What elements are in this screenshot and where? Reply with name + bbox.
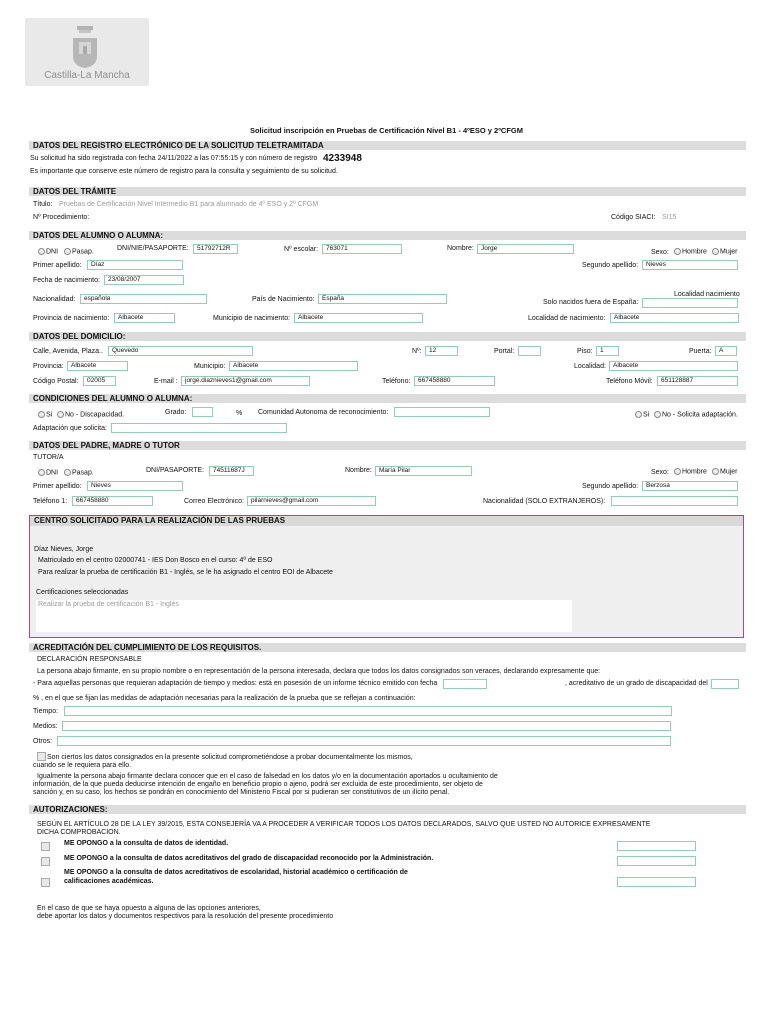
comunidad-label: Comunidad Autonoma de reconocimiento: [258,409,389,416]
registro-line1: Su solicitud ha sido registrada con fecha 24/11/2022 a las 07:55:15 y con número de registro [30,155,318,162]
oponer-identidad-checkbox[interactable] [41,842,50,851]
movil-label: Teléfono Móvil: [606,378,653,385]
piso-label: Piso: [577,348,593,355]
disc-si-radio[interactable]: Si [38,411,52,418]
otros-label: Otros: [33,738,53,745]
alumno-pasap-radio[interactable]: Pasap. [64,248,94,255]
tiempo-field[interactable] [64,706,672,716]
piso-field[interactable]: 1 [596,346,619,356]
alumno-solo-label: Solo nacidos fuera de España: [543,299,639,306]
portal-label: Portal: [494,348,515,355]
oponer-discapacidad-field[interactable] [617,856,696,866]
alumno-hombre-radio[interactable]: Hombre [674,248,707,255]
tutor-label: TUTOR/A [33,454,64,461]
padre-mujer-radio[interactable]: Mujer [712,468,738,475]
adapt-no-radio[interactable]: No - Solicita adaptación. [654,411,738,418]
adaptacion-label: Adaptación que solicita: [33,425,107,432]
grado-field[interactable] [192,407,213,417]
centro-matriculado: Matriculado en el centro 02000741 - IES Don Bosco en el curso: 4º de ESO [38,557,273,564]
declaracion-p1: La persona abajo firmante, en su propio nombre o en representación de la persona interesada, declara que todos los datos consignados son veraces, declarando expresamente que: [37,668,601,675]
cp-label: Código Postal: [33,378,79,385]
siaci-label: Código SIACI: [611,214,656,221]
padre-nacionalidad-field[interactable] [611,496,738,506]
autorizaciones-footer1: En el caso de que se haya opuesto a alguna de las opciones anteriores, [37,905,261,912]
logo [25,18,149,86]
comunidad-field[interactable] [394,407,490,417]
alumno-sexo-label: Sexo: [651,249,669,256]
page-title: Solicitud inscripción en Pruebas de Certificación Nivel B1 - 4ºESO y 2ºCFGM [249,126,524,135]
dom-localidad-field[interactable]: Albacete [609,361,738,371]
alumno-apellido1-label: Primer apellido: [33,262,82,269]
padre-pasap-radio[interactable]: Pasap. [64,469,94,476]
autorizaciones-footer2: debe aportar los datos y documentos respectivos para la resolución del presente procedimiento [37,913,334,920]
radio-icon [674,468,681,475]
declaracion-label: DECLARACIÓN RESPONSABLE [37,656,142,663]
alumno-nombre-field[interactable]: Jorge [477,244,574,254]
movil-field[interactable]: 651128887 [657,376,738,386]
titulo-label: Título: [33,201,53,208]
autorizaciones-intro1: SEGÚN EL ARTÍCULO 28 DE LA LEY 39/2015, ESTA CONSEJERÍA VA A PROCEDER A VERIFICAR TODOS LOS DATOS DECLARADOS, SALVO QUE USTED NO AUTORICE EXPRESAMENTE [37,821,651,828]
igual-line1: Igualmente la persona abajo firmante declara conocer que en el caso de falsedad en los datos y/o en la documentación aportados u ocultamiento de [37,773,498,780]
padre-doc-field[interactable]: 74511687J [209,466,254,476]
disc-no-radio[interactable]: No - Discapacidad. [57,411,124,418]
radio-icon [712,248,719,255]
alumno-doc-label: DNI/NIE/PASAPORTE: [117,245,189,252]
alumno-apellido2-field[interactable]: Nieves [642,260,738,270]
section-alumno: DATOS DEL ALUMNO O ALUMNA: [29,231,746,240]
siaci-value: SI15 [662,214,677,221]
alumno-provincia-label: Provincia de nacimiento: [33,315,110,322]
portal-field[interactable] [518,346,541,356]
declaracion-p3: % , en el que se fijan las medidas de adaptación necesarias para la realización de la prueba que se reflejan a continuación: [33,695,416,702]
alumno-apellido1-field[interactable]: Díaz [87,260,183,270]
alumno-fecha-label: Fecha de nacimiento: [33,277,100,284]
radio-icon [712,468,719,475]
alumno-escolar-field[interactable]: 763071 [322,244,402,254]
oponer-escolaridad-label1: ME OPONGO a la consulta de datos acreditativos de escolaridad, historial académico o certificación de [64,869,408,876]
centro-asignado: Para realizar la prueba de certificación B1 - Inglés, se le ha asignado el centro EOI de Albacete [38,569,333,576]
padre-dni-radio[interactable]: DNI [38,469,58,476]
calle-field[interactable]: Quevedo [108,346,253,356]
padre-correo-field[interactable]: pilarnieves@gmail.com [247,496,376,506]
dom-provincia-label: Provincia: [33,363,64,370]
telefono-label: Teléfono: [382,378,411,385]
section-autorizaciones: AUTORIZACIONES: [29,805,746,814]
alumno-nombre-label: Nombre: [447,245,474,252]
centro-panel [29,515,744,638]
oponer-identidad-field[interactable] [617,841,696,851]
padre-sexo-label: Sexo: [651,469,669,476]
oponer-discapacidad-label: ME OPONGO a la consulta de datos acreditativos del grado de discapacidad reconocido por la Administración. [64,855,434,862]
calle-label: Calle, Avenida, Plaza.. [33,348,103,355]
autorizaciones-intro2: DICHA COMPROBACION. [37,829,121,836]
radio-icon [57,411,64,418]
section-condiciones: CONDICIONES DEL ALUMNO O ALUMNA: [29,394,746,403]
alumno-mujer-radio[interactable]: Mujer [712,248,738,255]
dom-municipio-field[interactable]: Albacete [229,361,358,371]
localidad-nacimiento-top-label: Localidad nacimiento [674,291,740,298]
adaptacion-field[interactable] [111,423,287,433]
radio-icon [635,411,642,418]
section-acreditacion: ACREDITACIÓN DEL CUMPLIMIENTO DE LOS REQUISITOS. [29,643,746,652]
alumno-localidad-label: Localidad de nacimiento: [528,315,606,322]
radio-icon [38,411,45,418]
cert-item: Realizar la prueba de certificación B1 - Inglés [38,601,179,608]
padre-correo-label: Correo Electrónico: [184,498,244,505]
radio-icon [64,469,71,476]
section-domicilio: DATOS DEL DOMICILIO: [29,332,746,341]
registro-numero: 4233948 [323,153,362,164]
padre-hombre-radio[interactable]: Hombre [674,468,707,475]
oponer-discapacidad-checkbox[interactable] [41,857,50,866]
oponer-escolaridad-checkbox[interactable] [41,878,50,887]
pct-label: % [236,410,243,417]
centro-alumno: Díaz Nieves, Jorge [34,546,94,553]
email-label: E-mail : [154,378,178,385]
logo-text: Castilla-La Mancha [44,70,130,81]
alumno-provincia-field[interactable]: Albacete [114,313,175,323]
alumno-dni-radio[interactable]: DNI [38,248,58,255]
alumno-nacionalidad-field[interactable]: española [80,294,207,304]
alumno-pais-label: País de Nacimiento: [252,296,315,303]
padre-doc-label: DNI/PASAPORTE: [146,467,205,474]
ciertos-line2: cuando se le requiera para ello. [33,762,132,769]
procedimiento-label: Nº Procedimiento: [33,214,90,221]
oponer-escolaridad-field[interactable] [617,877,696,887]
puerta-label: Puerta: [689,348,712,355]
alumno-pais-field[interactable]: España [318,294,447,304]
registro-line2: Es importante que conserve este número de registro para la consulta y seguimiento de su solicitud. [30,168,338,175]
alumno-escolar-label: Nº escolar: [284,246,319,253]
cert-list[interactable] [36,600,572,632]
dom-localidad-label: Localidad: [574,363,606,370]
otros-field[interactable] [57,736,671,746]
informe-fecha-field[interactable] [443,679,487,689]
padre-apellido1-field[interactable]: Nieves [87,481,183,491]
titulo-value: Pruebas de Certificación Nivel Intermedio B1 para alumnado de 4º ESO y 2º CFGM [59,201,319,208]
section-padre: DATOS DEL PADRE, MADRE O TUTOR [29,441,746,450]
adapt-si-radio[interactable]: Si [635,411,649,418]
telefono-field[interactable]: 667458880 [414,376,495,386]
medios-field[interactable] [62,721,671,731]
radio-icon [38,469,45,476]
padre-tel-field[interactable]: 667458880 [72,496,153,506]
num-field[interactable]: 12 [425,346,458,356]
alumno-solo-field[interactable] [642,298,738,308]
tiempo-label: Tiempo: [33,708,59,715]
padre-tel-label: Teléfono 1: [33,498,68,505]
num-label: Nº: [412,348,422,355]
alumno-doc-field[interactable]: 51792712R [193,244,238,254]
alumno-fecha-field[interactable]: 23/08/2007 [104,275,184,285]
puerta-field[interactable]: A [715,346,737,356]
cert-label: Certificaciones seleccionadas [36,589,129,596]
alumno-nacionalidad-label: Nacionalidad: [33,296,76,303]
padre-apellido2-label: Segundo apellido: [582,483,639,490]
alumno-apellido2-label: Segundo apellido: [582,262,639,269]
padre-nombre-field[interactable]: María Pilar [375,466,472,476]
declaracion-p2b: , acreditativo de un grado de discapacidad del [565,680,708,687]
padre-nacionalidad-label: Nacionalidad (SOLO EXTRANJEROS): [483,498,606,505]
radio-icon [654,411,661,418]
ciertos-checkbox[interactable] [37,752,46,761]
declaracion-p2a: - Para aquellas personas que requieran adaptación de tiempo y medios: está en posesión de un informe técnico emitido con fecha [33,680,438,687]
section-registro: DATOS DEL REGISTRO ELECTRÓNICO DE LA SOLICITUD TELETRAMITADA [29,141,746,150]
ciertos-line1: Son ciertos los datos consignados en la presente solicitud comprometiéndose a probar documentalmente los mismos, [47,754,413,761]
alumno-localidad-field[interactable]: Albacete [610,313,739,323]
igual-line2: información, de la que pueda deducirse intención de engaño en beneficio propio o ajeno, podrá ser excluida de este procedimiento, ser objeto de [33,781,483,788]
email-field[interactable]: jorge.diaznieves1@gmail.com [181,376,310,386]
oponer-escolaridad-label2: calificaciones académicas. [64,878,154,885]
medios-label: Medios: [33,723,58,730]
radio-icon [38,248,45,255]
dom-municipio-label: Municipio: [194,363,226,370]
radio-icon [674,248,681,255]
alumno-municipio-field[interactable]: Albacete [294,313,423,323]
padre-nombre-label: Nombre: [345,467,372,474]
oponer-identidad-label: ME OPONGO a la consulta de datos de identidad. [64,840,229,847]
grado-discapacidad-field[interactable] [711,679,739,689]
castilla-la-mancha-emblem-icon [69,24,101,68]
cp-field[interactable]: 02005 [83,376,116,386]
padre-apellido1-label: Primer apellido: [33,483,82,490]
section-tramite: DATOS DEL TRÁMITE [29,187,746,196]
igual-line3: sanción y, en su caso, los hechos se pondrán en conocimiento del Ministerio Fiscal por si pudieran ser constitutivos de un ilícito penal. [33,789,450,796]
alumno-municipio-label: Municipio de nacimiento: [213,315,291,322]
section-centro: CENTRO SOLICITADO PARA LA REALIZACIÓN DE LAS PRUEBAS [30,516,743,526]
radio-icon [64,248,71,255]
grado-label: Grado: [165,409,187,416]
dom-provincia-field[interactable]: Albacete [67,361,128,371]
padre-apellido2-field[interactable]: Berzosa [642,481,738,491]
